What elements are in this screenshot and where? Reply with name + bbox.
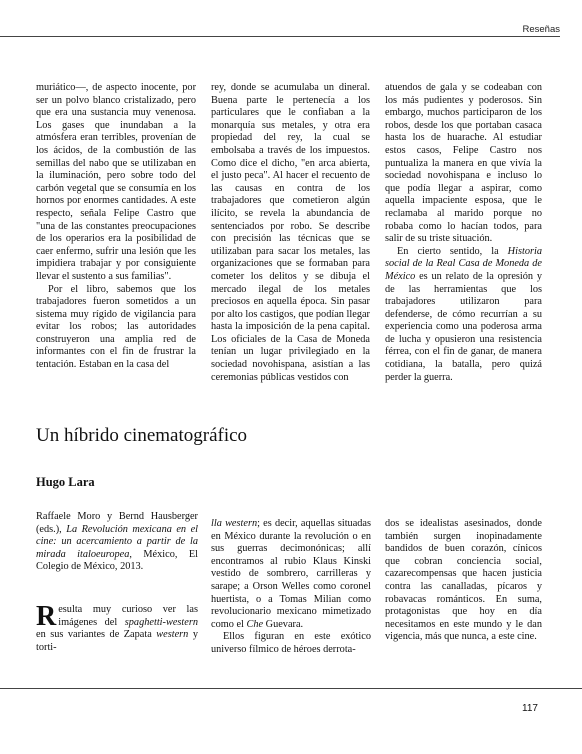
- review-column-3: [385, 82, 542, 384]
- paragraph: Ellos figuran en este exótico universo fílmico de héroes derrota-: [211, 631, 371, 655]
- paragraph: Por el libro, sabemos que los trabajadores fueron sometidos a un sistema muy rígido de vigilancia para evitar los robos; las autoridades construyeron una amplia red de informantes con el fin de frustrar la tentación. Estaban en la casa del: [36, 283, 196, 371]
- page-number: 117: [522, 703, 538, 714]
- paragraph: [385, 246, 542, 385]
- article-title: Un híbrido cinematográfico: [36, 425, 248, 446]
- book-title: Historia social de la Real Casa de Moneda de México: [385, 245, 542, 282]
- book-reference: [36, 511, 198, 574]
- dropcap: R: [36, 601, 57, 632]
- section-label: Reseñas: [522, 24, 560, 35]
- paragraph: muriático—, de aspecto inocente, por ser un polvo blanco cristalizado, pero que era una sustancia muy venenosa. Los gases que inundaban a la atmósfera eran terribles, provenían de los ácidos, de la combustión de las semillas del nabo que se utilizaban en la iluminación, pero sobre todo del carbón vegetal que se consumía en los hornos por enormes cantidades. A este respecto, señala Felipe Castro que "una de las constantes preocupaciones de los operarios era la posibilidad de caer enfermo, sufrir una lesión que les impidiera trabajar y por consiguiente llevar el sustento a sus familias".: [36, 82, 196, 282]
- text-span: en sus variantes de Zapata: [36, 629, 157, 641]
- text-span: Guevara.: [263, 618, 304, 630]
- review-column-1: [36, 82, 196, 372]
- reference-title: La Revolución mexicana en el cine: un acercamiento a partir de la mirada italoeuropea: [36, 523, 198, 560]
- article-column-2: [211, 518, 371, 657]
- header-rule: [0, 36, 560, 37]
- text-span: western: [156, 629, 189, 641]
- text-span: En cierto sentido, la: [397, 245, 508, 257]
- text-span: y torti-: [36, 629, 198, 653]
- paragraph: dos se idealistas asesinados, donde también surgen inopinadamente bandidos de buen corazón, cínicos que cobran conciencia social, cazarecompensas que hacen justicia contra las canalladas, pícaros y robavacas románticos. En suma, protagonistas que hoy en día necesitamos en este mundo y le dan vigencia, más que nunca, a este cine.: [385, 518, 542, 643]
- text-span: lla western: [211, 518, 258, 529]
- reference-publisher: , México, El Colegio de México, 2013.: [36, 548, 198, 573]
- reference-authors: Raffaele Moro y Bernd Hausberger (eds.),: [36, 511, 198, 535]
- text-span: spaghetti-western: [124, 616, 198, 628]
- paragraph: rey, donde se acumulaba un dineral. Buena parte le pertenecía a los particulares que le confiaban a la monarquía sus metales, y otra era propiedad del rey, la cual se embolsaba a través de los impuestos. Como dice el dicho, "en arca abierta, el justo peca". Al hacer el recuento de las causas en contra de los trabajadores que cometieron algún ilícito, se revela la abundancia de sentenciados por robo. Se describe con precisión las técnicas que se utilizaban para sacar los metales, las organizaciones que se formaban para cometer los delitos y se dibuja el mercado ilegal de los metales preciosos en aquella época. Sin pasar por alto los castigos, que podían llegar hasta la imposición de la pena capital. Los oficiales de la Casa de Moneda tenían un lugar privilegiado en la sociedad novohispana, asistían a las ceremonias públicas vestidos con: [211, 82, 370, 383]
- text-span: es un relato de la opresión y de las herramientas que los trabajadores utilizaron para defenderse, de cómo recurrían a su experiencia como una poderosa arma de lucha y opusieron una resistencia férrea, con el fin de ganar, de manera cotidiana, la batalla, pero quizá perder la guerra.: [385, 270, 542, 383]
- footer-rule: [0, 688, 582, 689]
- text-span: Che: [246, 618, 264, 630]
- article-column-3: [385, 518, 542, 644]
- text-span: esulta muy curioso ver las imágenes del: [58, 604, 198, 628]
- paragraph: atuendos de gala y se codeaban con los más pudientes y poderosos. Sin embargo, muchos participaron de los robos, desde los que portaban casaca hasta los de huarache. Al estudiar estos casos, Felipe Castro nos puntualiza la manera en que vivía la sociedad novohispana e incluso lo que podía llegar a aspirar, como aquella impaciente esposa, que le reclamaba al marido porque no robaba como lo hacían todos, para salir de su triste situación.: [385, 82, 542, 245]
- text-span: ; es decir, aquellas situadas en México durante la revolución o en sus guerras decimonónicas; allí encontramos al rubio Klaus Kinski vestido de sombrero, carrilleras y sarape; a Orson Welles como coronel huertista, o a Tomas Milian como revolucionario mexicano mimetizado como el: [211, 518, 371, 630]
- review-column-2: [211, 82, 370, 384]
- author-name: Hugo Lara: [36, 475, 95, 489]
- article-column-1: [36, 601, 198, 654]
